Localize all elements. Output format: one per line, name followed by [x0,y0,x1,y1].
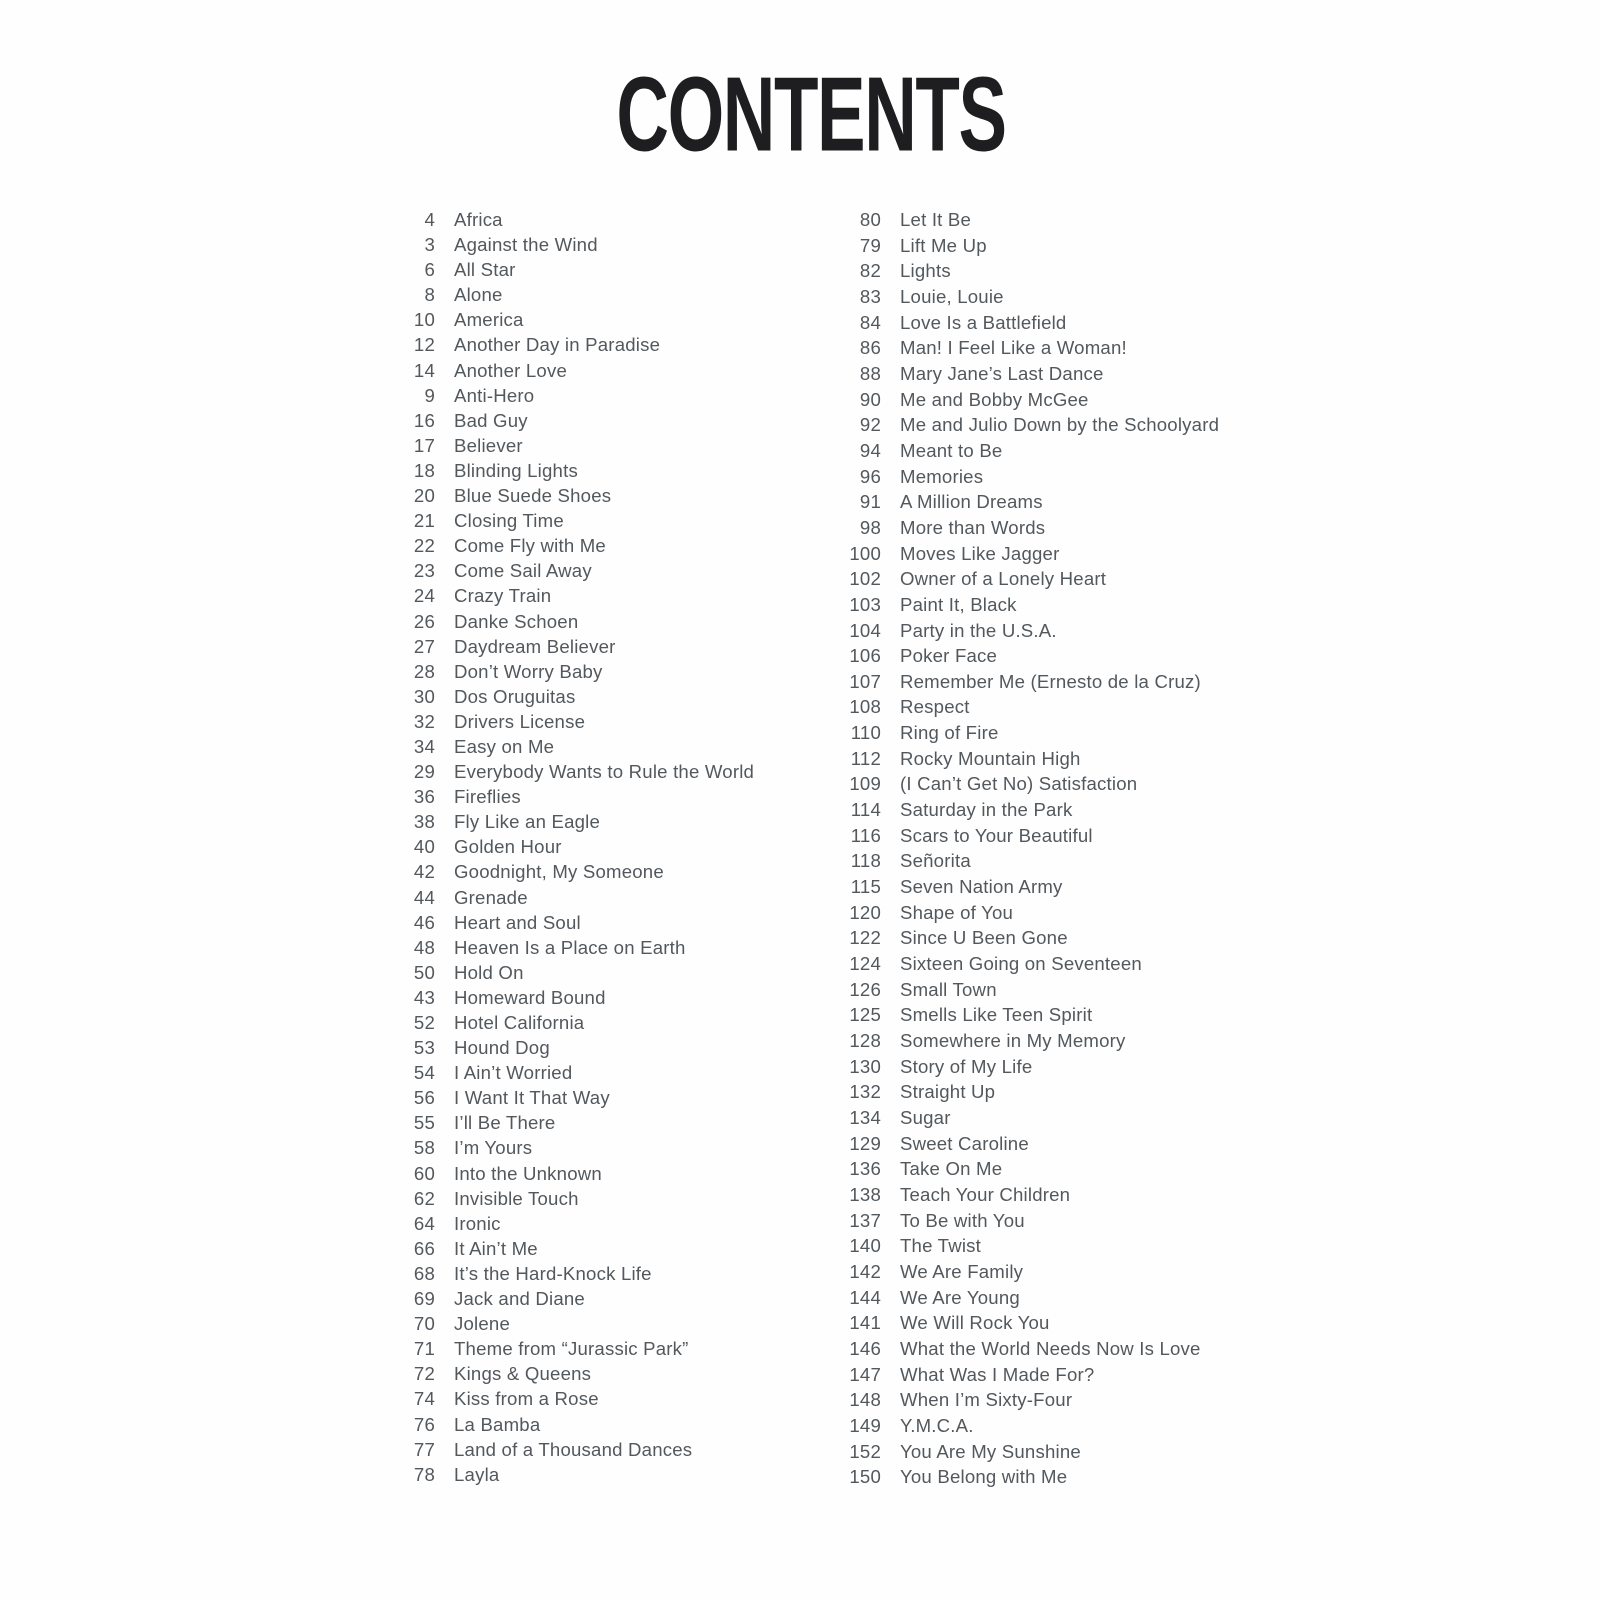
toc-page-number: 74 [413,1388,435,1410]
toc-song-title: Jolene [454,1313,510,1335]
toc-page-number: 91 [859,491,881,513]
toc-page-number: 42 [413,861,435,883]
toc-song-title: Come Fly with Me [454,535,606,557]
toc-page-number: 142 [849,1260,881,1282]
toc-page-number: 110 [850,722,881,744]
toc-page-number: 46 [413,911,435,933]
toc-song-title: Against the Wind [454,234,598,256]
toc-page-number: 76 [413,1413,435,1435]
toc-song-title: Ring of Fire [900,722,999,744]
toc-column-left [383,207,803,1487]
toc-song-title: Layla [454,1463,500,1485]
toc-page-number: 109 [849,773,881,795]
toc-song-title: Straight Up [900,1081,996,1103]
toc-page-number: 50 [413,961,435,983]
toc-song-title: America [454,309,524,331]
toc-page-number: 68 [413,1262,435,1284]
toc-page-number: 108 [849,696,881,718]
toc-song-title: The Twist [900,1235,982,1257]
toc-song-title: Saturday in the Park [900,799,1073,821]
toc-song-title: Somewhere in My Memory [900,1030,1126,1051]
toc-song-title: Alone [454,284,503,306]
toc-song-title: What the World Needs Now Is Love [900,1337,1201,1359]
toc-page-number: 64 [413,1212,435,1234]
toc-song-title: Smells Like Teen Spirit [900,1004,1093,1026]
toc-song-title: Land of a Thousand Dances [454,1438,693,1460]
toc-song-title: Homeward Bound [454,986,606,1008]
toc-page-number: 136 [849,1158,881,1180]
toc-song-title: It Ain’t Me [454,1237,538,1259]
toc-page-number: 52 [413,1012,435,1033]
toc-song-title: Don’t Worry Baby [454,660,603,682]
toc-song-title: Heart and Soul [454,911,581,933]
toc-page-number: 54 [413,1062,435,1084]
toc-song-title: What Was I Made For? [900,1363,1095,1385]
page-title: CONTENTS [616,55,1006,175]
toc-page-number: 100 [849,542,881,564]
toc-song-title: Blinding Lights [454,459,578,481]
toc-page-number: 48 [413,936,435,958]
toc-page-number: 72 [413,1363,435,1385]
toc-page-number: 69 [413,1288,435,1310]
toc-page-number: 82 [859,260,881,282]
toc-page-number: 8 [424,284,435,306]
toc-page-number: 124 [849,953,881,975]
toc-page-number: 122 [849,927,881,949]
toc-song-title: Everybody Wants to Rule the World [454,761,755,783]
toc-page-number: 116 [850,824,881,846]
toc-page-number: 38 [413,811,435,833]
toc-page-number: 83 [859,285,881,307]
toc-page-number: 128 [849,1030,881,1051]
toc-page-number: 137 [849,1209,881,1231]
toc-song-title: We Will Rock You [900,1312,1050,1334]
page-title-wrap [0,55,1600,175]
toc-song-title: Me and Julio Down by the Schoolyard [900,414,1220,436]
toc-song-title: Since U Been Gone [900,927,1068,949]
toc-page-number: 62 [413,1187,435,1209]
toc-song-title: You Belong with Me [900,1466,1068,1488]
toc-song-title: Seven Nation Army [900,876,1063,898]
toc-song-title: It’s the Hard-Knock Life [454,1262,652,1284]
toc-song-title: I Want It That Way [454,1087,610,1109]
toc-page-number: 53 [413,1037,435,1059]
toc-song-title: Believer [454,434,523,456]
toc-song-title: We Are Young [900,1286,1020,1308]
toc-song-title: When I’m Sixty-Four [900,1389,1073,1411]
toc-song-title: Into the Unknown [454,1162,602,1184]
toc-song-title: Grenade [454,886,528,908]
toc-page-number: 24 [413,585,435,607]
toc-page-number: 125 [849,1004,881,1026]
toc-page-number: 150 [849,1466,881,1488]
toc-page-number: 58 [413,1137,435,1159]
toc-page-number: 112 [850,747,881,769]
toc-song-title: Another Love [454,359,568,381]
toc-song-title: I’ll Be There [454,1112,556,1134]
toc-page-number: 55 [413,1112,435,1134]
toc-page-number: 44 [413,886,435,908]
toc-page-number: 96 [859,465,881,487]
toc-page-number: 144 [849,1286,881,1308]
toc-page-number: 103 [849,593,881,615]
toc-song-title: Golden Hour [454,836,562,858]
toc-song-title: Jack and Diane [454,1288,585,1310]
toc-song-title: Memories [900,465,984,487]
toc-page-number: 30 [413,685,435,707]
toc-song-title: Ironic [454,1212,501,1234]
toc-song-title: Invisible Touch [454,1187,579,1209]
toc-song-title: Drivers License [454,710,586,732]
toc-page-number: 79 [859,234,881,256]
toc-page-number: 20 [413,485,435,507]
toc-page-number: 23 [413,560,435,582]
toc-song-title: Kiss from a Rose [454,1388,599,1410]
toc-song-title: Me and Bobby McGee [900,388,1089,410]
toc-song-title: Señorita [900,850,971,872]
toc-song-title: Fireflies [454,786,521,808]
toc-page-number: 28 [413,660,435,682]
toc-song-title: Scars to Your Beautiful [900,824,1093,846]
toc-page-number: 34 [413,735,435,757]
toc-page-number: 21 [413,510,435,532]
toc-page-number: 66 [413,1237,435,1259]
toc-page-number: 3 [424,234,435,256]
toc-song-title: Goodnight, My Someone [454,861,664,883]
toc-song-title: Africa [454,209,503,230]
toc-page-number: 107 [849,670,881,692]
toc-page-number: 18 [413,459,435,481]
toc-column-right [829,207,1299,1490]
toc-page-number: 90 [859,388,881,410]
toc-page-number: 32 [413,710,435,732]
toc-page-number: 10 [413,309,435,331]
toc-song-title: Sixteen Going on Seventeen [900,953,1142,975]
toc-song-title: Blue Suede Shoes [454,485,612,507]
toc-song-title: Mary Jane’s Last Dance [900,362,1104,384]
toc-page-number: 71 [413,1338,435,1360]
toc-song-title: Owner of a Lonely Heart [900,568,1107,590]
toc-song-title: Rocky Mountain High [900,747,1081,769]
toc-page-number: 16 [413,409,435,431]
toc-page-number: 40 [413,836,435,858]
toc-page-number: 147 [849,1363,881,1385]
toc-song-title: Dos Oruguitas [454,685,576,707]
toc-song-title: Story of My Life [900,1055,1033,1077]
toc-page-number: 141 [849,1312,881,1334]
toc-page-number: 98 [859,516,881,538]
toc-song-title: Danke Schoen [454,610,579,632]
toc-page-number: 118 [850,850,881,872]
toc-song-title: Heaven Is a Place on Earth [454,936,686,958]
toc-song-title: A Million Dreams [900,491,1043,513]
toc-song-title: Party in the U.S.A. [900,619,1057,641]
toc-song-title: Teach Your Children [900,1183,1071,1205]
toc-song-title: Anti-Hero [454,384,535,406]
toc-song-title: Another Day in Paradise [454,334,661,356]
toc-song-title: More than Words [900,516,1046,538]
toc-song-title: Shape of You [900,901,1014,923]
toc-song-title: Closing Time [454,510,564,532]
toc-page-number: 152 [849,1440,881,1462]
toc-song-title: Remember Me (Ernesto de la Cruz) [900,670,1201,692]
toc-song-title: Crazy Train [454,585,552,607]
toc-page-number: 94 [859,439,881,461]
toc-song-title: Theme from “Jurassic Park” [454,1338,689,1360]
toc-page-number: 114 [850,799,881,821]
toc-page-number: 60 [413,1162,435,1184]
toc-song-title: You Are My Sunshine [900,1440,1081,1462]
toc-page-number: 26 [413,610,435,632]
toc-song-title: Respect [900,696,970,718]
toc-page-number: 130 [849,1055,881,1077]
toc-page-number: 92 [859,414,881,436]
toc-page-number: 36 [413,786,435,808]
toc-song-title: Lift Me Up [900,234,987,256]
toc-page-number: 9 [424,384,435,406]
toc-song-title: Fly Like an Eagle [454,811,601,833]
toc-song-title: To Be with You [900,1209,1025,1231]
toc-page-number: 12 [413,334,435,356]
toc-page-number: 134 [849,1106,881,1128]
toc-page-number: 22 [413,535,435,557]
toc-song-title: All Star [454,259,516,281]
toc-page-number: 6 [424,259,435,281]
toc-song-title: Poker Face [900,645,998,667]
toc-page-number: 88 [859,362,881,384]
toc-song-title: Sweet Caroline [900,1132,1029,1154]
toc-page-number: 138 [849,1183,881,1205]
toc-page-number: 43 [413,986,435,1008]
toc-page-number: 146 [849,1337,881,1359]
toc-song-title: Kings & Queens [454,1363,592,1385]
toc-page-number: 70 [413,1313,435,1335]
toc-page-number: 102 [849,568,881,590]
toc-song-title: Daydream Believer [454,635,616,657]
toc-song-title: We Are Family [900,1260,1024,1282]
toc-song-title: Sugar [900,1106,951,1128]
toc-song-title: Small Town [900,978,997,1000]
toc-song-title: Louie, Louie [900,285,1004,307]
toc-page-number: 140 [849,1235,881,1257]
toc-page-number: 56 [413,1087,435,1109]
toc-song-title: Y.M.C.A. [900,1414,974,1436]
toc-page-number: 4 [424,209,435,230]
toc-page-number: 78 [413,1463,435,1485]
toc-song-title: Lights [900,260,951,282]
toc-page-number: 27 [413,635,435,657]
toc-song-title: Hold On [454,961,524,983]
toc-song-title: Love Is a Battlefield [900,311,1067,333]
toc-song-title: Hotel California [454,1012,585,1033]
toc-page-number: 29 [413,761,435,783]
toc-page-number: 149 [849,1414,881,1436]
toc-page-number: 106 [849,645,881,667]
toc-song-title: Man! I Feel Like a Woman! [900,337,1127,359]
toc-page-number: 115 [850,876,881,898]
toc-page-number: 80 [859,209,881,230]
toc-song-title: Hound Dog [454,1037,550,1059]
toc-page-number: 126 [849,978,881,1000]
toc-song-title: Paint It, Black [900,593,1017,615]
toc-page-number: 77 [413,1438,435,1460]
toc-song-title: Easy on Me [454,735,555,757]
toc-song-title: Let It Be [900,209,972,230]
toc-song-title: Moves Like Jagger [900,542,1060,564]
toc-song-title: La Bamba [454,1413,541,1435]
toc-page-number: 14 [413,359,435,381]
toc-song-title: Meant to Be [900,439,1003,461]
toc-song-title: Take On Me [900,1158,1003,1180]
toc-page-number: 84 [859,311,881,333]
toc-page-number: 129 [849,1132,881,1154]
toc-page-number: 17 [413,434,435,456]
toc-page-number: 132 [849,1081,881,1103]
toc-song-title: I Ain’t Worried [454,1062,573,1084]
toc-page-number: 86 [859,337,881,359]
toc-song-title: Come Sail Away [454,560,592,582]
toc-song-title: (I Can’t Get No) Satisfaction [900,773,1138,795]
toc-song-title: Bad Guy [454,409,528,431]
toc-song-title: I’m Yours [454,1137,533,1159]
toc-page-number: 120 [849,901,881,923]
toc-page-number: 148 [849,1389,881,1411]
toc-page-number: 104 [849,619,881,641]
